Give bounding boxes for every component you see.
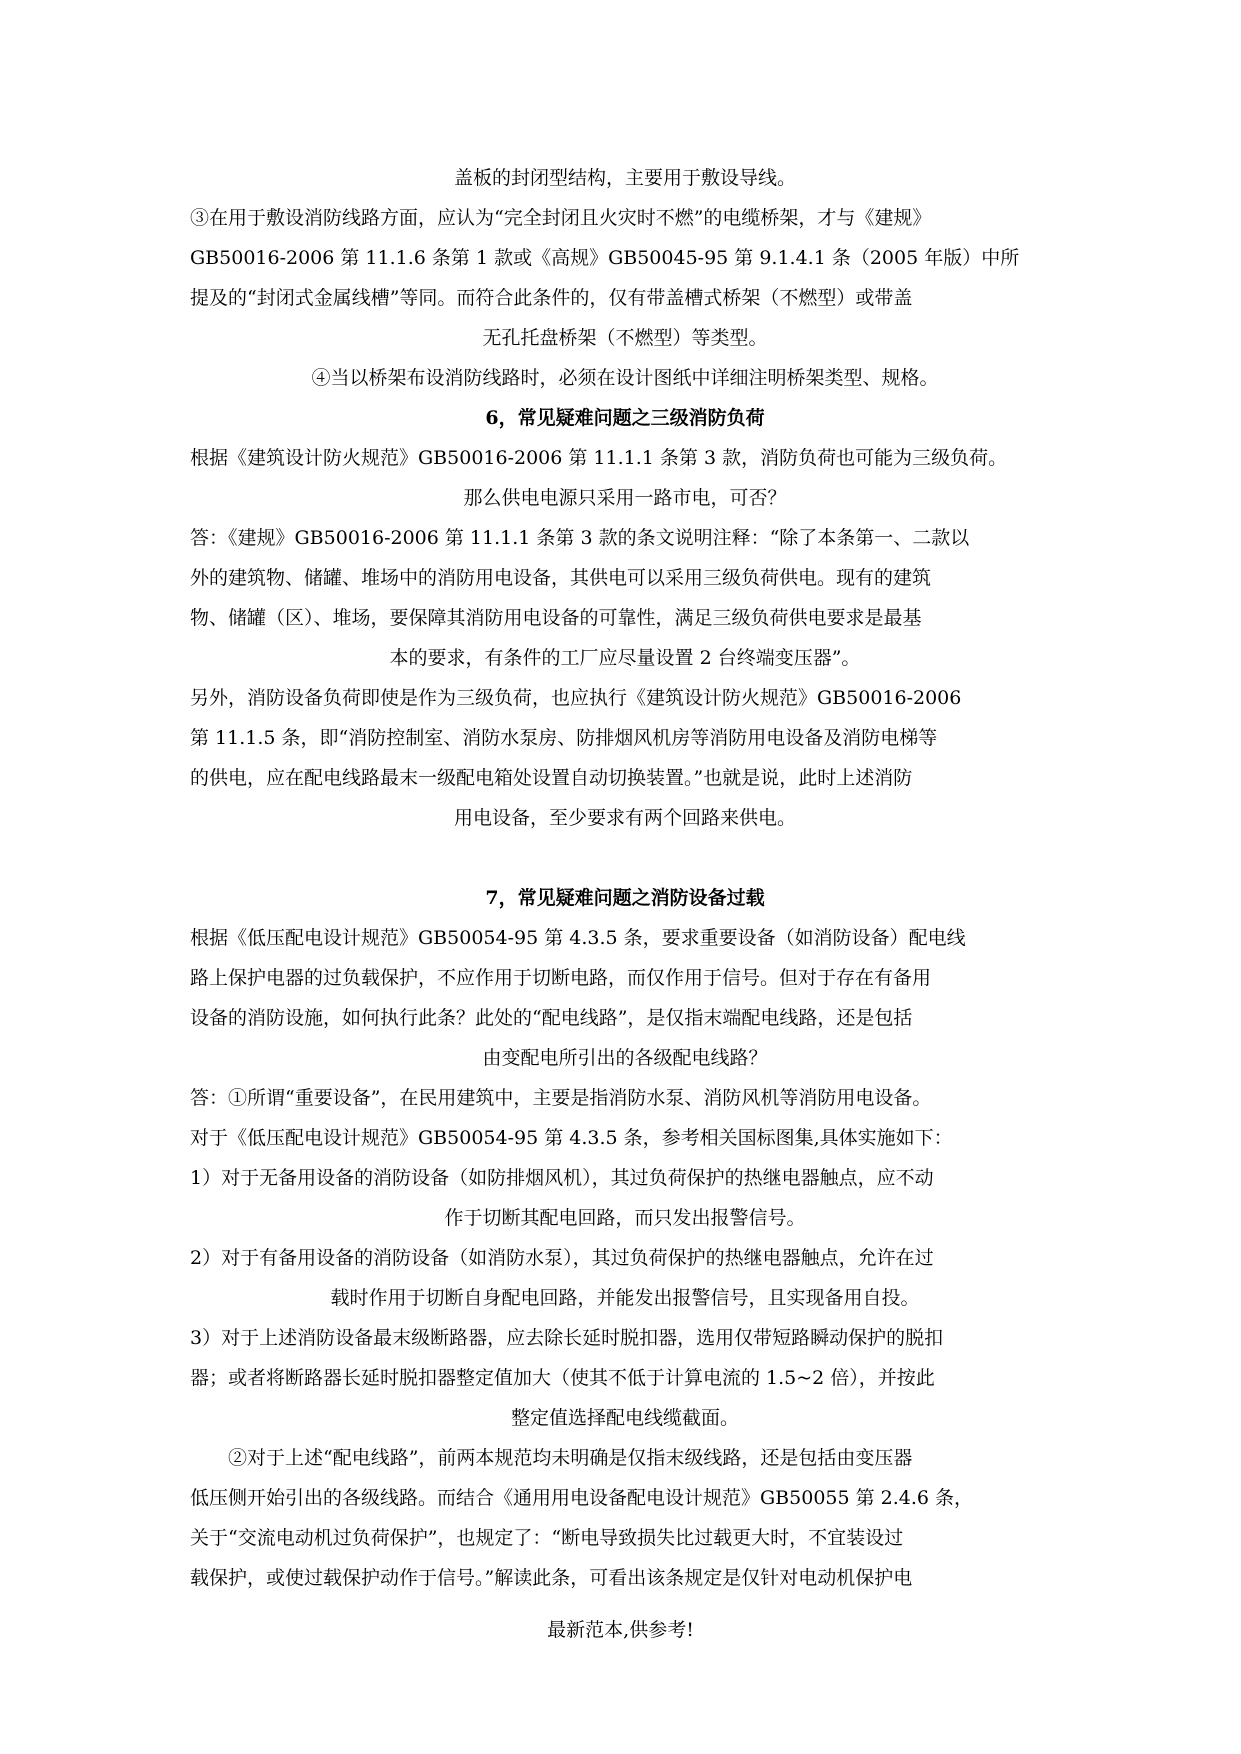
text-line: 路上保护电器的过负载保护，不应作用于切断电路，而仅作用于信号。但对于存在有备用 <box>190 967 932 989</box>
text-line: 整定值选择配电线缆截面。 <box>510 1407 739 1429</box>
text-line: 根据《建筑设计防火规范》GB50016-2006 第 11.1.1 条第 3 款，消防负荷也可能为三级负荷。 <box>190 447 1008 469</box>
text-line: 另外，消防设备负荷即使是作为三级负荷，也应执行《建筑设计防火规范》GB50016-2006 <box>190 687 962 709</box>
text-line: 2）对于有备用设备的消防设备（如消防水泵），其过负荷保护的热继电器触点，允许在过 <box>190 1247 934 1269</box>
text-line: ③在用于敷设消防线路方面，应认为“完全封闭且火灾时不燃”的电缆桥架，才与《建规》 <box>190 207 932 229</box>
text-line: 载时作用于切断自身配电回路，并能发出报警信号，且实现备用自投。 <box>330 1287 920 1309</box>
text-line: 无孔托盘桥架（不燃型）等类型。 <box>482 327 768 349</box>
text-line: 低压侧开始引出的各级线路。而结合《通用用电设备配电设计规范》GB50055 第 2.4.6 条， <box>190 1487 974 1509</box>
text-line: GB50016-2006 第 11.1.6 条第 1 款或《高规》GB50045-95 第 9.1.4.1 条（2005 年版）中所 <box>190 247 1020 269</box>
text-line: ④当以桥架布设消防线路时，必须在设计图纸中详细注明桥架类型、规格。 <box>311 367 939 389</box>
text-line: 根据《低压配电设计规范》GB50054-95 第 4.3.5 条，要求重要设备（如消防设备）配电线 <box>190 927 966 949</box>
text-line: 第 11.1.5 条，即“消防控制室、消防水泵房、防排烟风机房等消防用电设备及消防电梯等 <box>190 727 938 749</box>
text-line: 1）对于无备用设备的消防设备（如防排烟风机），其过负荷保护的热继电器触点，应不动 <box>190 1167 934 1189</box>
text-line: 关于“交流电动机过负荷保护”，也规定了：“断电导致损失比过载更大时，不宜装设过 <box>190 1527 904 1549</box>
text-line: 作于切断其配电回路，而只发出报警信号。 <box>444 1207 806 1229</box>
text-line: 答：①所谓“重要设备”，在民用建筑中，主要是指消防水泵、消防风机等消防用电设备。 <box>190 1087 932 1109</box>
page-footer: 最新范本,供参考! <box>547 1619 694 1641</box>
text-line: 本的要求，有条件的工厂应尽量设置 2 台终端变压器”。 <box>389 647 861 669</box>
text-line: 物、储罐（区）、堆场，要保障其消防用电设备的可靠性，满足三级负荷供电要求是最基 <box>190 607 922 629</box>
text-line: 答：《建规》GB50016-2006 第 11.1.1 条第 3 款的条文说明注释：“除了本条第一、二款以 <box>190 527 970 549</box>
text-line: 3）对于上述消防设备最末级断路器，应去除长延时脱扣器，选用仅带短路瞬动保护的脱扣 <box>190 1327 944 1349</box>
text-line: 由变配电所引出的各级配电线路？ <box>482 1047 768 1069</box>
text-line: 外的建筑物、储罐、堆场中的消防用电设备，其供电可以采用三级负荷供电。现有的建筑 <box>190 567 932 589</box>
text-line: 盖板的封闭型结构，主要用于敷设导线。 <box>453 167 796 189</box>
text-line: 的供电，应在配电线路最末一级配电箱处设置自动切换装置。”也就是说，此时上述消防 <box>190 767 913 789</box>
text-line: 载保护，或使过载保护动作于信号。”解读此条，可看出该条规定是仅针对电动机保护电 <box>190 1567 913 1589</box>
text-line: ②对于上述“配电线路”，前两本规范均未明确是仅指末级线路，还是包括由变压器 <box>228 1447 913 1469</box>
text-line: 设备的消防设施，如何执行此条？此处的“配电线路”，是仅指末端配电线路，还是包括 <box>190 1007 913 1029</box>
document-body <box>190 158 1060 1598</box>
section-heading-7: 7，常见疑难问题之消防设备过载 <box>485 887 765 909</box>
text-line: 那么供电电源只采用一路市电，可否？ <box>463 487 787 509</box>
text-line: 器；或者将断路器长延时脱扣器整定值加大（使其不低于计算电流的 1.5~2 倍），并按此 <box>190 1367 935 1389</box>
text-line: 提及的“封闭式金属线槽”等同。而符合此条件的，仅有带盖槽式桥架（不燃型）或带盖 <box>190 287 913 309</box>
text-line: 对于《低压配电设计规范》GB50054-95 第 4.3.5 条，参考相关国标图集,具体实施如下： <box>190 1127 953 1149</box>
section-heading-6: 6，常见疑难问题之三级消防负荷 <box>485 407 765 429</box>
blank-line <box>190 838 1060 878</box>
text-line: 用电设备，至少要求有两个回路来供电。 <box>453 807 796 829</box>
